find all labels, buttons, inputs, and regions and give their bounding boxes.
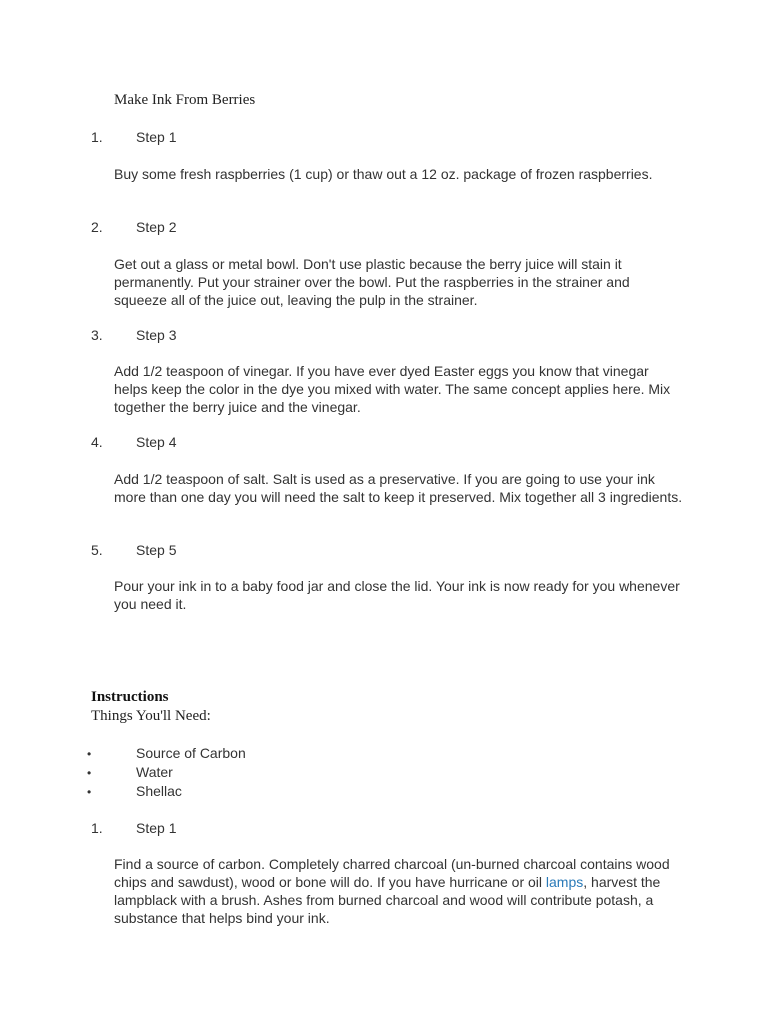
step-text-part: Find a source of carbon. Completely charred charcoal (un-burned charcoal contains wood chips and sawdust), wood or bone will do. If you have hurricane or oil <box>114 856 670 890</box>
section-title-berry-ink: Make Ink From Berries <box>114 92 256 108</box>
step-heading-3 <box>91 327 176 343</box>
bullet: • <box>87 747 92 761</box>
step-text-5: Pour your ink in to a baby food jar and close the lid. Your ink is now ready for you whenever you need it. <box>114 578 680 612</box>
step-text-4: Add 1/2 teaspoon of salt. Salt is used as a preservative. If you are going to use your ink more than one day you will need the salt to keep it preserved. Mix together all 3 ingredients. <box>114 471 683 505</box>
step-number: 4. <box>91 434 103 450</box>
list-item <box>87 764 173 780</box>
things-needed-heading: Things You'll Need: <box>91 708 211 724</box>
step-label: Step 1 <box>136 129 177 145</box>
step-heading-1 <box>91 129 176 145</box>
bullet: • <box>87 766 92 780</box>
step-number: 3. <box>91 327 103 343</box>
list-item-label: Water <box>136 764 173 780</box>
lamps-link[interactable]: lamps <box>545 874 584 890</box>
step-number: 5. <box>91 542 103 558</box>
step-text-part: , harvest the lampblack with a brush. Ashes from burned charcoal and wood will contribute potash, a substance that helps bind your ink. <box>114 874 661 926</box>
step-label: Step 4 <box>136 434 177 450</box>
list-item <box>87 783 182 799</box>
list-item <box>87 745 246 761</box>
step-label: Step 1 <box>136 820 177 836</box>
step-heading-5 <box>91 542 176 558</box>
step-label: Step 5 <box>136 542 177 558</box>
step-number: 1. <box>91 820 103 836</box>
step-number: 1. <box>91 129 103 145</box>
step-text-2: Get out a glass or metal bowl. Don't use plastic because the berry juice will stain it permanently. Put your strainer over the bowl. Put the raspberries in the strainer and squeeze all of the juice out, leaving the pulp in the strainer. <box>114 256 630 308</box>
step-number: 2. <box>91 219 103 235</box>
list-item-label: Shellac <box>136 783 182 799</box>
carbon-step-heading-1 <box>91 820 176 836</box>
step-label: Step 2 <box>136 219 177 235</box>
step-text-3: Add 1/2 teaspoon of vinegar. If you have ever dyed Easter eggs you know that vinegar helps keep the color in the dye you mixed with water. The same concept applies here. Mix together the berry juice and the vinegar. <box>114 363 671 415</box>
step-heading-4 <box>91 434 176 450</box>
instructions-heading: Instructions <box>91 689 169 705</box>
carbon-step-text-1 <box>114 855 684 927</box>
step-label: Step 3 <box>136 327 177 343</box>
bullet: • <box>87 785 92 799</box>
list-item-label: Source of Carbon <box>136 745 246 761</box>
step-text-1: Buy some fresh raspberries (1 cup) or thaw out a 12 oz. package of frozen raspberries. <box>114 166 653 182</box>
step-heading-2 <box>91 219 176 235</box>
